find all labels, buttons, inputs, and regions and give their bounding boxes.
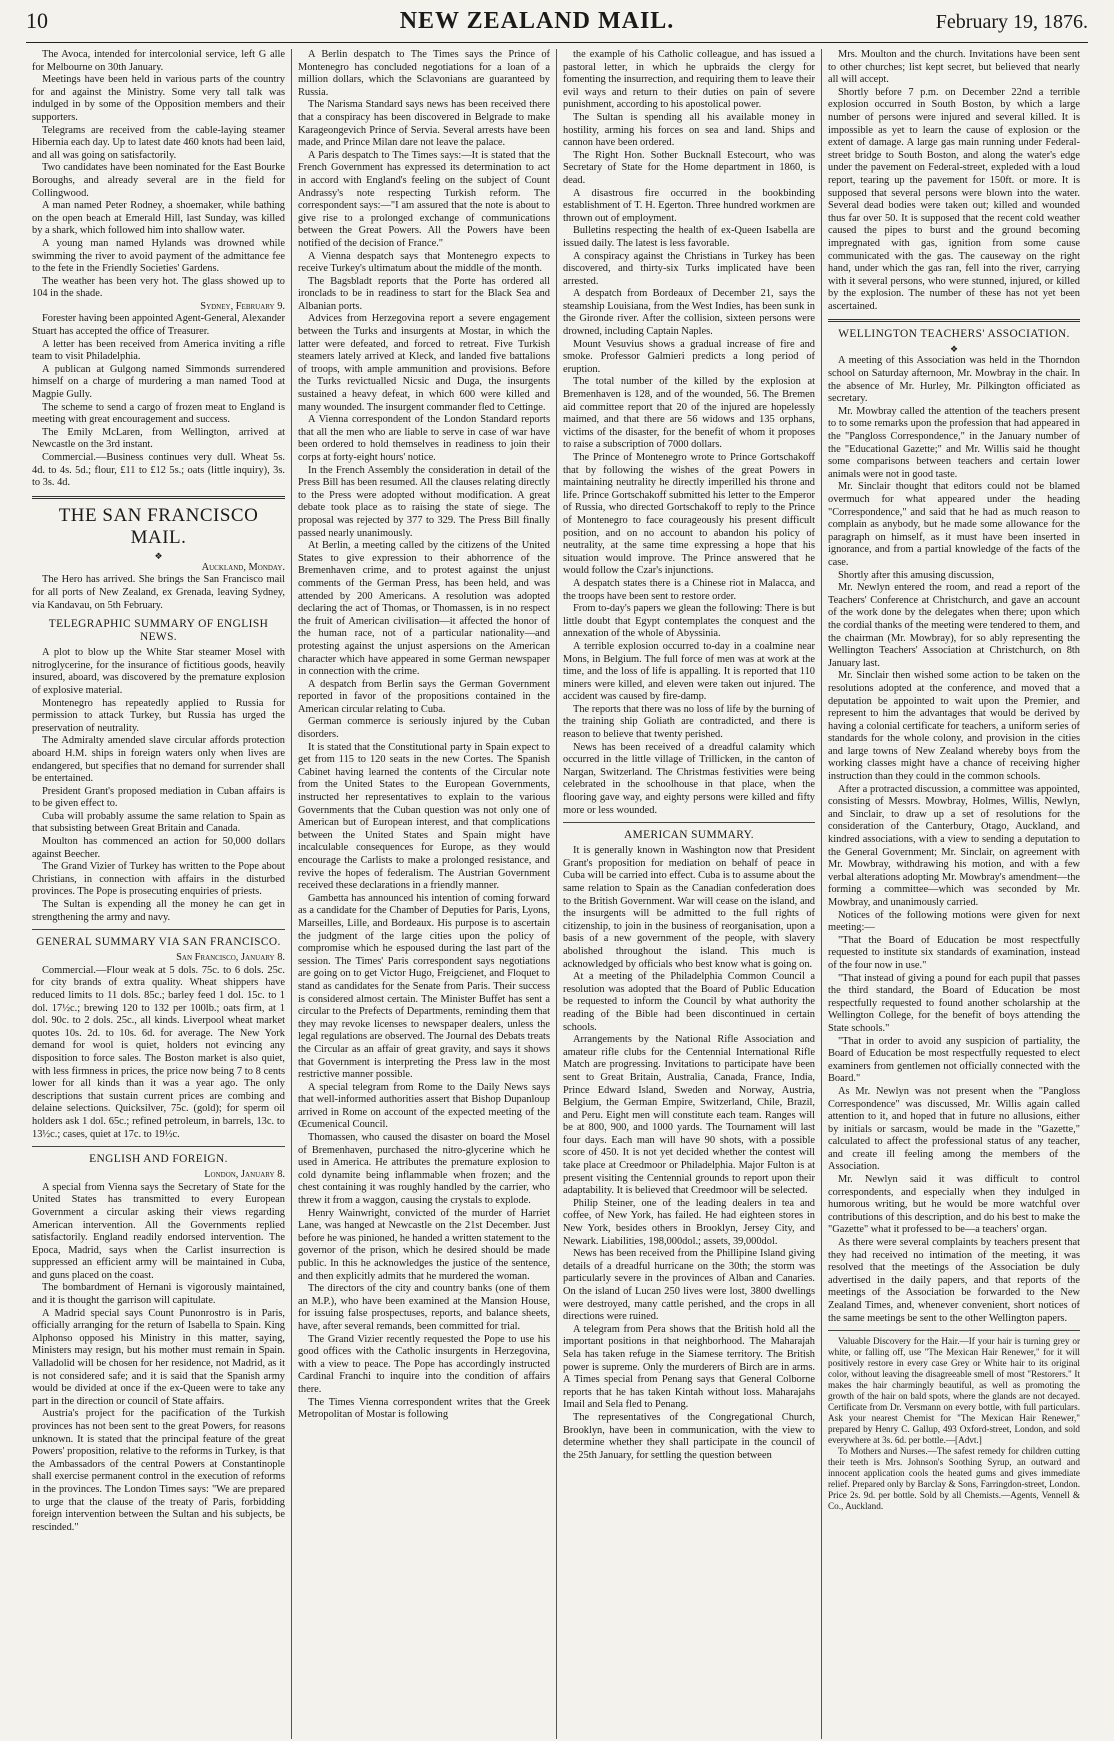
article-paragraph: Philip Steiner, one of the leading dealers in tea and coffee, of New York, has failed. He had eighteen stores in New York, besides others in Brooklyn, Jersey City, and Newark. Liabilities, 198,000dol.; assets, 39,000dol.	[563, 1197, 815, 1247]
article-paragraph: A disastrous fire occurred in the bookbinding establishment of T. H. Egerton. Three hundred workmen are thrown out of employment.	[563, 187, 815, 224]
advertisement: To Mothers and Nurses.—The safest remedy for children cutting their teeth is Mrs. Johnson's Soothing Syrup, an outward and innocent application cools the heated gums and gives immediate relief. Prepared only by Barclay & Sons, Farringdon-street, London. Price 2s. 9d. per bottle. Sold by all Chemists.—Agents, Vennell & Co., Auckland.	[828, 1446, 1080, 1512]
masthead	[26, 8, 1088, 43]
article-paragraph: Telegrams are received from the cable-laying steamer Hibernia each day. Up to latest date 460 knots had been laid, and all was going on satisfactorily.	[32, 124, 285, 161]
article-paragraph: President Grant's proposed mediation in Cuban affairs is to be given effect to.	[32, 785, 285, 810]
article-paragraph: the example of his Catholic colleague, and has issued a pastoral letter, in which he upbraids the clergy for fomenting the insurrection, and requiring them to leave their evil ways and return to their duties on pain of severe punishment, according to his apostolical power.	[563, 49, 815, 111]
article-paragraph: A terrible explosion occurred to-day in a coalmine near Mons, in Belgium. The full force of men was at work at the time, and the loss of life is appalling. It is reported that 110 miners were killed, and eleven were taken out injured. The accident was caused by fire-damp.	[563, 640, 815, 703]
column-2	[291, 49, 556, 1739]
article-paragraph: A letter has been received from America inviting a rifle team to visit Philadelphia.	[32, 338, 285, 363]
column-1	[26, 49, 291, 1739]
article-paragraph: The Narisma Standard says news has been received there that a conspiracy has been discovered in Belgrade to make Karageongevich Prince of Servia. Several arrests have been made, and Prince Milan dare not leave the palace.	[298, 99, 550, 149]
article-paragraph: "That in order to avoid any suspicion of partiality, the Board of Education be most respectfully requested to elect examiners from gentlemen not officially connected with the Board."	[828, 1035, 1080, 1085]
article-paragraph: A publican at Gulgong named Simmonds surrendered himself on a charge of murdering a man named Tood at Magpie Gully.	[32, 363, 285, 401]
article-paragraph: The weather has been very hot. The glass showed up to 104 in the shade.	[32, 275, 285, 300]
article-paragraph: Mrs. Moulton and the church. Invitations have been sent to other churches; list kept secret, but believed that nearly all will accept.	[828, 49, 1080, 86]
newspaper-title: NEW ZEALAND MAIL.	[399, 8, 675, 34]
article-paragraph: The Hero has arrived. She brings the San Francisco mail for all ports of New Zealand, ex Grenada, leaving Sydney, via Kandavau, on 5th February.	[32, 574, 285, 611]
column-divider-rule	[32, 929, 285, 930]
dateline: Auckland, Monday.	[201, 561, 285, 573]
article-paragraph: "That the Board of Education be most respectfully requested to institute six standards of examination, instead of the four now in use."	[828, 934, 1080, 971]
article-paragraph: Moulton has commenced an action for 50,000 dollars against Beecher.	[32, 836, 285, 860]
ornament-icon: ❖	[949, 344, 959, 355]
dateline: San Francisco, January 8.	[176, 952, 285, 964]
article-paragraph: A Madrid special says Count Punonrostro is in Paris, officially arranging for the return of Isabella to Spain. King Alphonso opposed his Ministry in this matter, saying, Ministers may resign, but his mother must remain in Spain. Valladolid will be chosen for her residence, not Madrid, as it is not considered safe; and it is said that the Spanish army would be divided at once if the ex-Queen were to take any part in the direction or council of State affairs.	[32, 1307, 285, 1407]
article-paragraph: A Vienna correspondent of the London Standard reports that all the men who are liable to serve in case of war have been ordered to hold themselves in readiness to join their corps at forty-eight hours' notice.	[298, 414, 550, 463]
article-paragraph: The Sultan is spending all his available money in hostility, arming his forces on sea and land. Ships and cannon have been ordered.	[563, 111, 815, 149]
article-paragraph: A despatch from Bordeaux of December 21, says the steamship Louisiana, from the West Indies, has been sunk in the Gironde river. After the collision, sixteen persons were drowned, including Captain Naples.	[563, 288, 815, 338]
article-paragraph: News has been received from the Phillipine Island giving details of a dreadful hurricane on the 30th; the storm was particularly severe in the provinces of Alban and Canaries. On the island of Lucan 250 lives were lost, 3800 dwellings were destroyed, many cattle perished, and the crops in all directions were ruined.	[563, 1248, 815, 1323]
article-paragraph: Henry Wainwright, convicted of the murder of Harriet Lane, was hanged at Newcastle on the 21st December. Just before he was pinioned, he handed a written statement to the governor of the prison, which he desired should be made public. In this he acknowledges the justice of the sentence, and then explicitly admits that he murdered the woman.	[298, 1207, 550, 1282]
article-paragraph: A Vienna despatch says that Montenegro expects to receive Turkey's ultimatum about the middle of the month.	[298, 250, 550, 275]
column-4	[821, 49, 1086, 1739]
article-paragraph: The Bagsbladt reports that the Porte has ordered all ironclads to be in readiness to start for the Black Sea and Albanian ports.	[298, 275, 550, 312]
article-paragraph: The scheme to send a cargo of frozen meat to England is meeting with great encouragement and success.	[32, 401, 285, 426]
section-title: THE SAN FRANCISCO MAIL.	[58, 504, 259, 548]
section-heading: WELLINGTON TEACHERS' ASSOCIATION.	[838, 328, 1070, 341]
article-paragraph: Austria's project for the pacification of the Turkish provinces has not been sent to the great Powers, for reasons unknown. It is stated that the principal feature of the great Powers' proposition, relative to the reforms in Turkey, is that the Ambassadors of the central Powers at Constantinople shall exercise permanent control in the execution of reforms in the provinces. The London Times says: "We are prepared to urge that the clause of the treaty of Paris, forbidding foreign intervention between the Sultan and his subjects, be rescinded."	[32, 1408, 285, 1533]
article-paragraph: The Prince of Montenegro wrote to Prince Gortschakoff that by following the wishes of the great Powers in maintaining neutrality he directly imperilled his throne and life. Prince Gortschakoff submitted his letter to the Emperor of Russia, who directed Gortschakoff to reply to the Prince of Montenegro to face courageously his present difficult position, and on no account to abandon his policy of neutrality, at the same time expressing a hope that his situation would improve. The Prince answered that he would follow the Czar's injunctions.	[563, 452, 815, 577]
article-paragraph: From to-day's papers we glean the following: There is but little doubt that Egypt contemplates the conquest and the annexation of the whole of Abyssinia.	[563, 603, 815, 640]
article-paragraph: The reports that there was no loss of life by the burning of the training ship Goliath are contradicted, and there is reason to believe that twenty perished.	[563, 703, 815, 741]
article-paragraph: A man named Peter Rodney, a shoemaker, while bathing on the open beach at Emerald Hill, last Sunday, was killed by a shark, which followed him into shallow water.	[32, 200, 285, 237]
article-paragraph: Montenegro has repeatedly applied to Russia for permission to attack Turkey, but Russia has urged the preservation of neutrality.	[32, 697, 285, 734]
article-paragraph: It is stated that the Constitutional party in Spain expect to get from 115 to 120 seats in the new Cortes. The Spanish Cabinet having learned the contents of the Circular note from the United States to the European Governments, instructed her representatives to explain to the various Governments that the Cuban question was not only one of American but of European interest, and that complications between the United States and Spain might have incalculable consequences for Europe, as they would encourage the Carlists to make a prolonged resistance, and revive the hopes of federalism. The Austrian Government received these declarations in a friendly manner.	[298, 741, 550, 892]
article-paragraph: As there were several complaints by teachers present that they had received no intimation of the meeting, it was resolved that the meetings of the Association be duly advertised in the daily papers, and that reports of the meetings of the Association be forwarded to the New Zealand Times, and, whenever convenient, short notices of the same meetings be sent to the other Wellington papers.	[828, 1237, 1080, 1324]
page-number: 10	[26, 8, 48, 33]
article-paragraph: The Avoca, intended for intercolonial service, left G alle for Melbourne on 30th January.	[32, 49, 285, 73]
article-paragraph: Cuba will probably assume the same relation to Spain as that subsisting between Great Britain and Canada.	[32, 810, 285, 835]
article-paragraph: A meeting of this Association was held in the Thorndon school on Saturday afternoon, Mr. Mowbray in the chair. In the absence of Mr. Hurley, Mr. Pilkington officiated as secretary.	[828, 355, 1080, 405]
article-paragraph: It is generally known in Washington now that President Grant's proposition for mediation on behalf of peace in Cuba will be carried into effect. Cuba is to assume about the same relation to Spain as the Canadian confederation does to the British Government. War will cease on the island, and the insurgents will be admitted to the full rights of citizenship, to join in the business of reorganisation, upon a basis of a new government of the people, with slavery abolished throughout the island. This much is acknowledged by officials who best know what is going on.	[563, 845, 815, 970]
article-paragraph: German commerce is seriously injured by the Cuban disorders.	[298, 716, 550, 741]
column-divider-rule	[32, 496, 285, 499]
article-paragraph: The directors of the city and country banks (one of them an M.P.), who have been examined at the Mansion House, for issuing false prospectuses, reports, and balance sheets, have, after several remands, been committed for trial.	[298, 1283, 550, 1332]
article-paragraph: The bombardment of Hernani is vigorously maintained, and it is thought the garrison will capitulate.	[32, 1282, 285, 1307]
article-paragraph: A telegram from Pera shows that the British hold all the important positions in that neighborhood. The Maharajah Sela has taken refuge in the Siamese territory. The British power is supreme. Only the murderers of Birch are in arms. A Times special from Penang says that General Colborne reports that he has taken Kintah without loss. Maharajahs Imail and Sela fled to Penang.	[563, 1323, 815, 1411]
advertisement: Valuable Discovery for the Hair.—If your hair is turning grey or white, or falling off, use "The Mexican Hair Renewer," for it will positively restore in every case Grey or White hair to its original color, without leaving the disagreeable smell of most "Restorers." It makes the hair charmingly beautiful, as well as promoting the growth of the hair on bald spots, where the glands are not decayed. Certificate from Dr. Versmann on every bottle, with full particulars. Ask your nearest Chemist for "The Mexican Hair Renewer," prepared by Henry C. Gallup, 493 Oxford-street, London, and sold everywhere at 3s. 6d. per bottle.—[Advt.]	[828, 1336, 1080, 1446]
article-paragraph: Mr. Newlyn said it was difficult to control correspondents, and especially when they indulged in humorous writing, but he would be more watchful over contributions of this description, and do his best to make the "Gazette" what it professed to be—a teachers' organ.	[828, 1174, 1080, 1236]
article-paragraph: Advices from Herzegovina report a severe engagement between the Turks and insurgents at Mostar, in which the latter were defeated, and forced to retreat. Five Turkish steamers lately arrived at Kleck, and landed five battalions of troops, with ample ammunition and provisions. Before the Turks revictualled Nicsic and Duga, the insurgents sustained a heavy defeat, in which 600 were killed and many wounded. The insurgent commander fled to Cettinge.	[298, 313, 550, 413]
column-divider-rule	[32, 1146, 285, 1147]
article-paragraph: A Paris despatch to The Times says:—It is stated that the French Government has expressed its determination to act in accord with England's feeling on the subject of Count Andrassy's note respecting Turkish reform. The correspondent says:—"I am assured that the note is about to give rise to a prolonged exchange of communications between the Great Powers. All the Powers have been notified of the decision of France."	[298, 149, 550, 249]
article-paragraph: Bulletins respecting the health of ex-Queen Isabella are issued daily. The latest is less favorable.	[563, 225, 815, 249]
article-paragraph: The Grand Vizier of Turkey has written to the Pope about Christians, in connection with affairs in the disturbed provinces. The Pope is prosecuting enquiries of priests.	[32, 861, 285, 898]
article-paragraph: A despatch from Berlin says the German Government reported in favor of the propositions contained in the American circular relating to Cuba.	[298, 678, 550, 715]
article-paragraph: The total number of the killed by the explosion at Bremenhaven is 128, and of the wounded, 56. The Bremen aid committee report that 20 of the injured are hopelessly maimed, and that there are 56 widows and 135 orphans, victims of the disaster, for the benefit of whom it proposes to raise a subscription of 7000 dollars.	[563, 376, 815, 451]
article-paragraph: Mount Vesuvius shows a gradual increase of fire and smoke. Professor Galmieri predicts a long period of eruption.	[563, 338, 815, 375]
article-paragraph: After a protracted discussion, a committee was appointed, consisting of Messrs. Mowbray, Holmes, Willis, Newlyn, and Sinclair, to draw up a set of resolutions for the consideration of the Canterbury, Otago, Auckland, and kindred associations, with a view to sending a deputation to the General Government; Mr. Sinclair, on agreement with Mr. Mowbray, withdrawing his motion, and with a few verbal alterations adopting Mr. Mowbray's amendment—the forming a committee—which was seconded by Mr. Mowbray, and unanimously carried.	[828, 783, 1080, 908]
article-paragraph: Two candidates have been nominated for the East Bourke Boroughs, and already several are in the field for Collingwood.	[32, 162, 285, 199]
article-paragraph: Meetings have been held in various parts of the country for and against the Ministry. Some very tall talk was indulged in by some of the Opposition members and their supporters.	[32, 74, 285, 123]
article-paragraph: The Grand Vizier recently requested the Pope to use his good offices with the Catholic insurgents in Herzegovina, with a view to peace. The Pope has accordingly instructed Cardinal Franchi to inquire into the condition of affairs there.	[298, 1333, 550, 1395]
article-paragraph: Commercial.—Business continues very dull. Wheat 5s. 4d. to 4s. 5d.; flour, £11 to £12 5s.; oats (little inquiry), 3s. to 3s. 4d.	[32, 452, 285, 489]
article-paragraph: A despatch states there is a Chinese riot in Malacca, and the troops have been sent to restore order.	[563, 577, 815, 602]
article-paragraph: Shortly after this amusing discussion,	[838, 569, 995, 581]
section-heading: TELEGRAPHIC SUMMARY OF ENGLISH NEWS.	[48, 618, 269, 644]
article-paragraph: A special telegram from Rome to the Daily News says that well-informed authorities assert that Bishop Dupanloup arrived in Rome on account of the expected meeting of the Œcumenical Council.	[298, 1081, 550, 1131]
article-paragraph: Mr. Sinclair then wished some action to be taken on the resolutions adopted at the conference, and moved that a deputation be appointed to wait upon the Premier, and represent to him the advantages that would be derived by having a colonial certificate for teachers, a uniform series of standards for the whole colony, and provision in the cities and large towns of New Zealand whereby boys from the working classes might have a chance of receiving higher instruction than they could in the common schools.	[828, 670, 1080, 783]
article-paragraph: Commercial.—Flour weak at 5 dols. 75c. to 6 dols. 25c. for city brands of extra quality. Wheat shippers have reduced limits to 11 dols. 85c.; barley feed 1 dol. 15c. to 1 dol. 17½c.; brewing 120 to 132 per 100lb.; oats firm, at 1 dol. 90c. to 2 dols. 25c., all kinds. Liverpool wheat market quotes 10s. 2d. to 10s. 6d. for average. The New York demand for wool is quiet, holders not evincing any disposition to force sales. The Boston market is also quiet, with less firmness in prices, the price now being 7 to 8 cents lower for all kinds than it was a year ago. The only descriptions that sustain current prices are combing and delaine selections. Quicksilver, 75c. (gold); for sperm oil holders ask 1 dol. 65c.; refined petroleum, in barrels, 13c. to 13½c.; cases, quiet at 17c. to 19½c.	[32, 964, 285, 1140]
columns	[26, 49, 1088, 1739]
article-paragraph: A Berlin despatch to The Times says the Prince of Montenegro has concluded negotiations for a loan of a million dollars, which the Sclavonians are guaranteed by Russia.	[298, 49, 550, 98]
article-paragraph: As Mr. Newlyn was not present when the "Pangloss Correspondence" was discussed, Mr. Willis again called attention to it, and hoped that in future no allusions, either by initials or sarcasm, would be made in the "Gazette," calculated to affect the professional status of any teacher, and create ill feeling among the members of the Association.	[828, 1085, 1080, 1173]
article-paragraph: "That instead of giving a pound for each pupil that passes the third standard, the Board of Education be most respectfully requested to found another scholarship at the Wellington College, for the benefit of boys attending the State schools."	[828, 972, 1080, 1034]
article-paragraph: At Berlin, a meeting called by the citizens of the United States to give expression to their abhorrence of the Bremenhaven crime, and to protest against the unjust comments of the German Press, has been held, and was attended by 200 Americans. A resolution was adopted declaring the act of Thomas, or Thomassen, is in no respect the fruit of American civilisation—it affected the honor of the human race, not of a particular nationality—and protesting against the unjust aspersions on the American character which have appeared in some German newspaper in connection with the crime.	[298, 540, 550, 678]
article-paragraph: News has been received of a dreadful calamity which occurred in the little village of Trillicken, in the canton of Nargan, Switzerland. The Christmas festivities were being celebrated in the schoolhouse in that place, when the flooring gave way, and eighty persons were killed and fifty more or less wounded.	[563, 741, 815, 816]
column-divider-rule	[828, 1330, 1080, 1331]
column-divider-rule	[563, 822, 815, 823]
article-paragraph: A plot to blow up the White Star steamer Mosel with nitroglycerine, for the insurance of fictitious goods, heavily insured, aboard, was discovered by the premature explosion of explosive material.	[32, 647, 285, 696]
article-paragraph: Notices of the following motions were given for next meeting:—	[828, 909, 1080, 934]
column-divider-rule	[828, 319, 1080, 322]
article-paragraph: A special from Vienna says the Secretary of State for the United States has transmitted to every European Government a circular asking their views regarding American intervention. All the Governments replied satisfactorily. England readily endorsed intervention. The Epoca, Madrid, says when the Carlist insurrection is suppressed an efficient army will be maintained in Cuba, and guns placed on the coast.	[32, 1181, 285, 1281]
article-paragraph: The Sultan is expending all the money he can get in strengthening the army and navy.	[32, 899, 285, 923]
section-heading: GENERAL SUMMARY VIA SAN FRANCISCO.	[36, 936, 281, 949]
dateline: London, January 8.	[204, 1169, 285, 1181]
article-paragraph: Mr. Mowbray called the attention of the teachers present to to some remarks upon the profession that had appeared in the "Pangloss Correspondence," in the January number of the "Educational Gazette;" and Mr. Willis said he thought some comparisons between teachers and certain lower animals were not in good taste.	[828, 405, 1080, 480]
article-paragraph: Thomassen, who caused the disaster on board the Mosel of Bremenhaven, purchased the nitro-glycerine which he used in America. He attributes the premature explosion to cold dynamite being inflammable when frozen; and the chest containing it was roughly handled by the carrier, who threw it from a waggon, causing the crystals to explode.	[298, 1132, 550, 1207]
ornament-icon: ❖	[154, 550, 163, 561]
section-heading: AMERICAN SUMMARY.	[623, 829, 754, 842]
article-paragraph: The Emily McLaren, from Wellington, arrived at Newcastle on the 3rd instant.	[32, 426, 285, 451]
article-paragraph: Arrangements by the National Rifle Association and amateur rifle clubs for the Centennial International Rifle Match are progressing. Invitations to participate have been sent to Great Britain, Australia, Canada, France, India, Prince Edward Island, Sweden and Norway, Austria, Belgium, the German Empire, Switzerland, Chile, Brazil, and Peru. Eight men will constitute each team. Ranges will be at 800, 900, and 1000 yards. The Tournament will last four days. Each man will have 90 shots, with a possible score of 450. It is not yet decided whether the contest will take place at Creedmoor or Philadelphia. Major Fulton is at present visiting the Centennial grounds to report upon their adaptability. It is believed that Creedmoor will be selected.	[563, 1034, 815, 1197]
issue-date: February 19, 1876.	[935, 11, 1088, 33]
article-paragraph: Gambetta has announced his intention of coming forward as a candidate for the Chamber of Deputies for Paris, Lyons, Marseilles, Lille, and Bordeaux. His purpose is to ascertain the judgment of the large cities upon the policy of compromise which he espoused during the last part of the session. The Times' Paris correspondent says negotiations are going on to get Victor Hugo, Freigcienet, and Floquet to stand as candidates for the Senate from Paris. Their success is considered almost certain. The Minister Buffet has sent a circular to the Prefects of Departments, reminding them that they may revoke licenses to newspaper dealers, unless the legal regulations are observed. The Journal des Debats treats the Circular as an affair of great gravity, and says it shows that Government is interpreting the Press law in the most restrictive manner possible.	[298, 892, 550, 1081]
section-heading: ENGLISH AND FOREIGN.	[89, 1153, 228, 1166]
article-paragraph: A young man named Hylands was drowned while swimming the river to avoid payment of the admittance fee to the fete in the Friendly Societies' Gardens.	[32, 237, 285, 275]
article-paragraph: A conspiracy against the Christians in Turkey has been discovered, and thirty-six Turks implicated have been arrested.	[563, 250, 815, 287]
article-paragraph: The representatives of the Congregational Church, Brooklyn, have been in communication, with the view to determine whether they shall participate in the council of the 25th January, for settling the question between	[563, 1411, 815, 1461]
article-paragraph: The Admiralty amended slave circular affords protection aboard H.M. ships in foreign waters only when lives are endangered, but specifies that no demand for surrender shall be entertained.	[32, 735, 285, 785]
column-3	[556, 49, 821, 1739]
article-paragraph: The Right Hon. Sother Bucknall Estecourt, who was Secretary of State for the Home department in 1860, is dead.	[563, 149, 815, 186]
article-paragraph: Mr. Newlyn entered the room, and read a report of the Teachers' Conference at Christchurch, and gave an account of the work done by the delegates when there; upon which the cordial thanks of the meeting were tendered to them, and the chairman (Mr. Mowbray), for so ably representing the Wellington Teachers' Association at Christchurch, on 8th January last.	[828, 582, 1080, 669]
article-paragraph: The Times Vienna correspondent writes that the Greek Metropolitan of Mostar is following	[298, 1396, 550, 1421]
article-paragraph: Forester having been appointed Agent-General, Alexander Stuart has accepted the office of Treasurer.	[32, 313, 285, 338]
article-paragraph: In the French Assembly the consideration in detail of the Press Bill has been resumed. All the clauses relating directly to the Press were adopted without modification. A great debate took place as to raising the state of siege. The proposal was rejected by 377 to 329. The Press Bill finally passed nearly unanimously.	[298, 464, 550, 539]
article-paragraph: At a meeting of the Philadelphia Common Council a resolution was adopted that the Board of Public Education be requested to inform the Council by what authority the reading of the Bible had been discontinued in certain schools.	[563, 971, 815, 1033]
article-paragraph: Shortly before 7 p.m. on December 22nd a terrible explosion occurred in South Boston, by which a large number of persons were injured and several killed. It is impossible as yet to learn the cause of explosion or the extent of damage. A large gas main running under Federal-street bridge to South Boston, and along the water's edge under the pavement on Federal-street, expleded with a loud report, tearing up the pavement for 150ft. or more. It is supposed that several persons were blown into the water. Several dead bodies were taken out; killed and wounded thus far over 50. It is supposed that the recent cold weather caused the pipes to burst and the ground becoming impregnated with gas, ignition from some cause communicated with the gas. The causeway on the right hand, under which the gas ran, fell into the river, carrying with it several persons, who were stunned, injured, or killed by the explosion. The number of these has not yet been ascertained.	[828, 86, 1080, 312]
article-paragraph: Mr. Sinclair thought that editors could not be blamed overmuch for what appeared under the heading "Correspondence," and said that he had as much reason to complain as anybody, but he made some allowance for the paragraph on himself, as it must have been inserted in ignorance, and from a partial knowledge of the facts of the case.	[828, 481, 1080, 568]
dateline: Sydney, February 9.	[200, 300, 285, 312]
